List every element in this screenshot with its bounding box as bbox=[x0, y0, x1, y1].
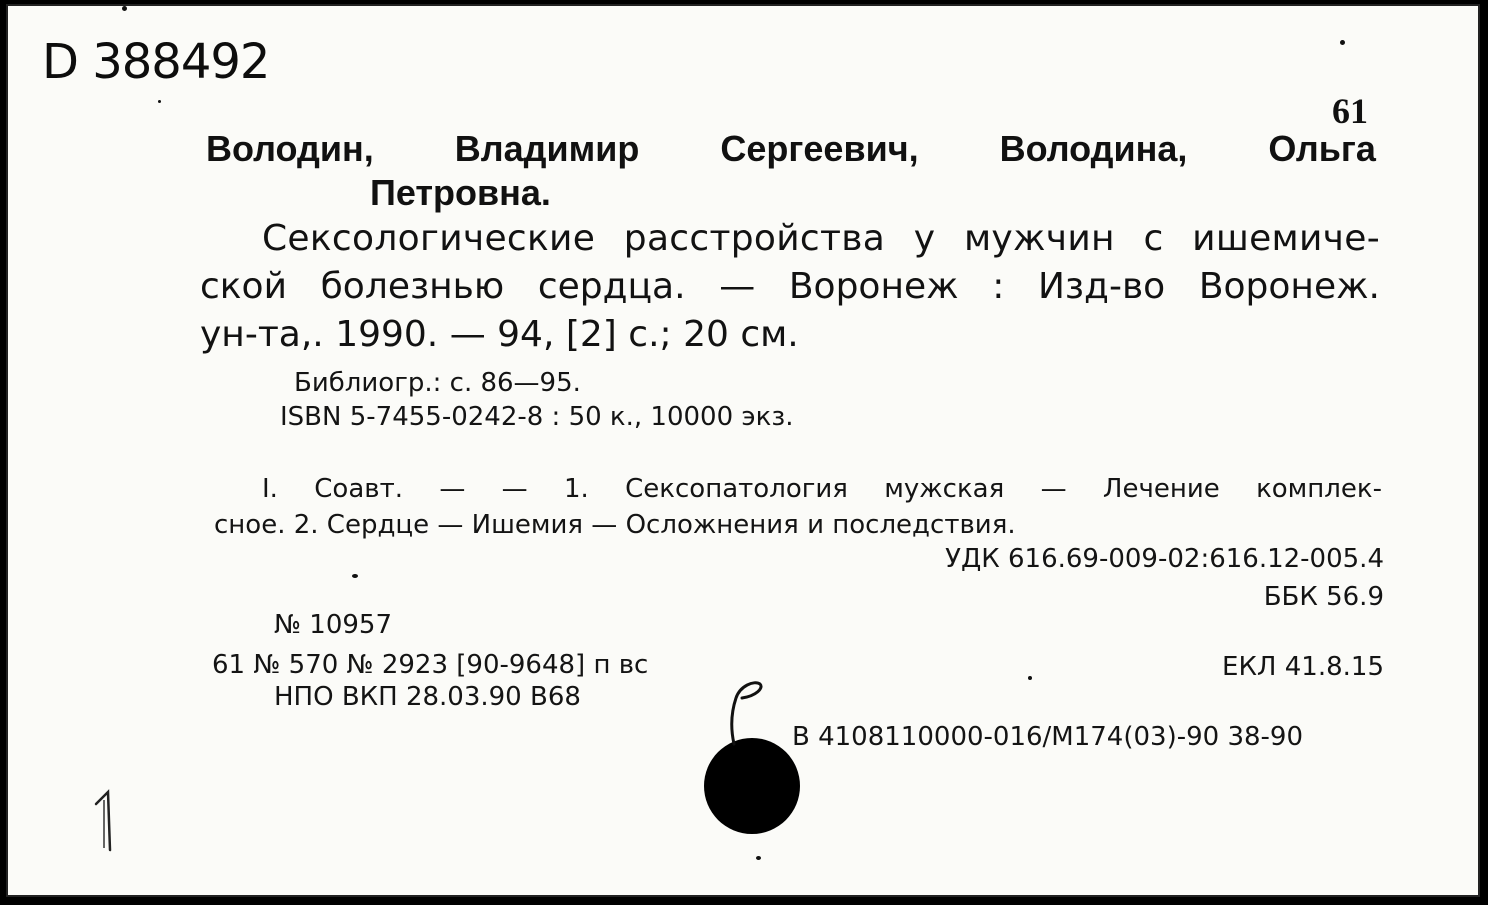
author-word: Володин, bbox=[206, 128, 374, 169]
speck bbox=[756, 856, 761, 860]
speck bbox=[1028, 676, 1032, 680]
title-line: ской болезнью сердца. — Воронеж : Изд-во Воронеж. bbox=[200, 266, 1380, 307]
author-word: Володина, bbox=[999, 128, 1188, 169]
bibliography-note: Библиогр.: с. 86—95. bbox=[294, 368, 581, 398]
speck bbox=[1340, 40, 1345, 45]
catalog-card bbox=[6, 4, 1480, 897]
author-line bbox=[206, 128, 1376, 170]
npo-line: НПО ВКП 28.03.90 В68 bbox=[274, 682, 581, 712]
speck bbox=[158, 100, 161, 103]
subjects-line: I. Соавт. — — 1. Сексопатология мужская — Лечение комплек- bbox=[262, 474, 1382, 504]
udk-code: УДК 616.69-009-02:616.12-005.4 bbox=[945, 544, 1384, 574]
publisher-code: В 4108110000-016/М174(03)-90 38-90 bbox=[792, 722, 1303, 752]
record-number: № 10957 bbox=[274, 610, 393, 640]
author-word: Ольга bbox=[1268, 128, 1376, 169]
handwritten-mark bbox=[720, 676, 770, 746]
handwritten-mark bbox=[90, 788, 120, 854]
title-line: Сексологические расстройства у мужчин с ишемиче- bbox=[262, 218, 1380, 259]
title-line: ун-та,. 1990. — 94, [2] с.; 20 см. bbox=[200, 314, 799, 355]
author-line-2: Петровна. bbox=[370, 172, 551, 213]
bbk-code: ББК 56.9 bbox=[1263, 582, 1384, 612]
ekl-code: ЕКЛ 41.8.15 bbox=[1222, 652, 1384, 682]
order-line: 61 № 570 № 2923 [90-9648] п вс bbox=[212, 650, 649, 680]
punch-hole-dot bbox=[704, 738, 800, 834]
speck bbox=[122, 6, 127, 11]
call-number: D 388492 bbox=[42, 34, 270, 90]
author-word: Сергеевич, bbox=[720, 128, 919, 169]
top-number: 61 bbox=[1332, 91, 1368, 131]
isbn-line: ISBN 5-7455-0242-8 : 50 к., 10000 экз. bbox=[280, 402, 794, 432]
speck bbox=[352, 574, 358, 578]
author-word: Владимир bbox=[454, 128, 640, 169]
subjects-line: сное. 2. Сердце — Ишемия — Осложнения и последствия. bbox=[214, 510, 1016, 540]
